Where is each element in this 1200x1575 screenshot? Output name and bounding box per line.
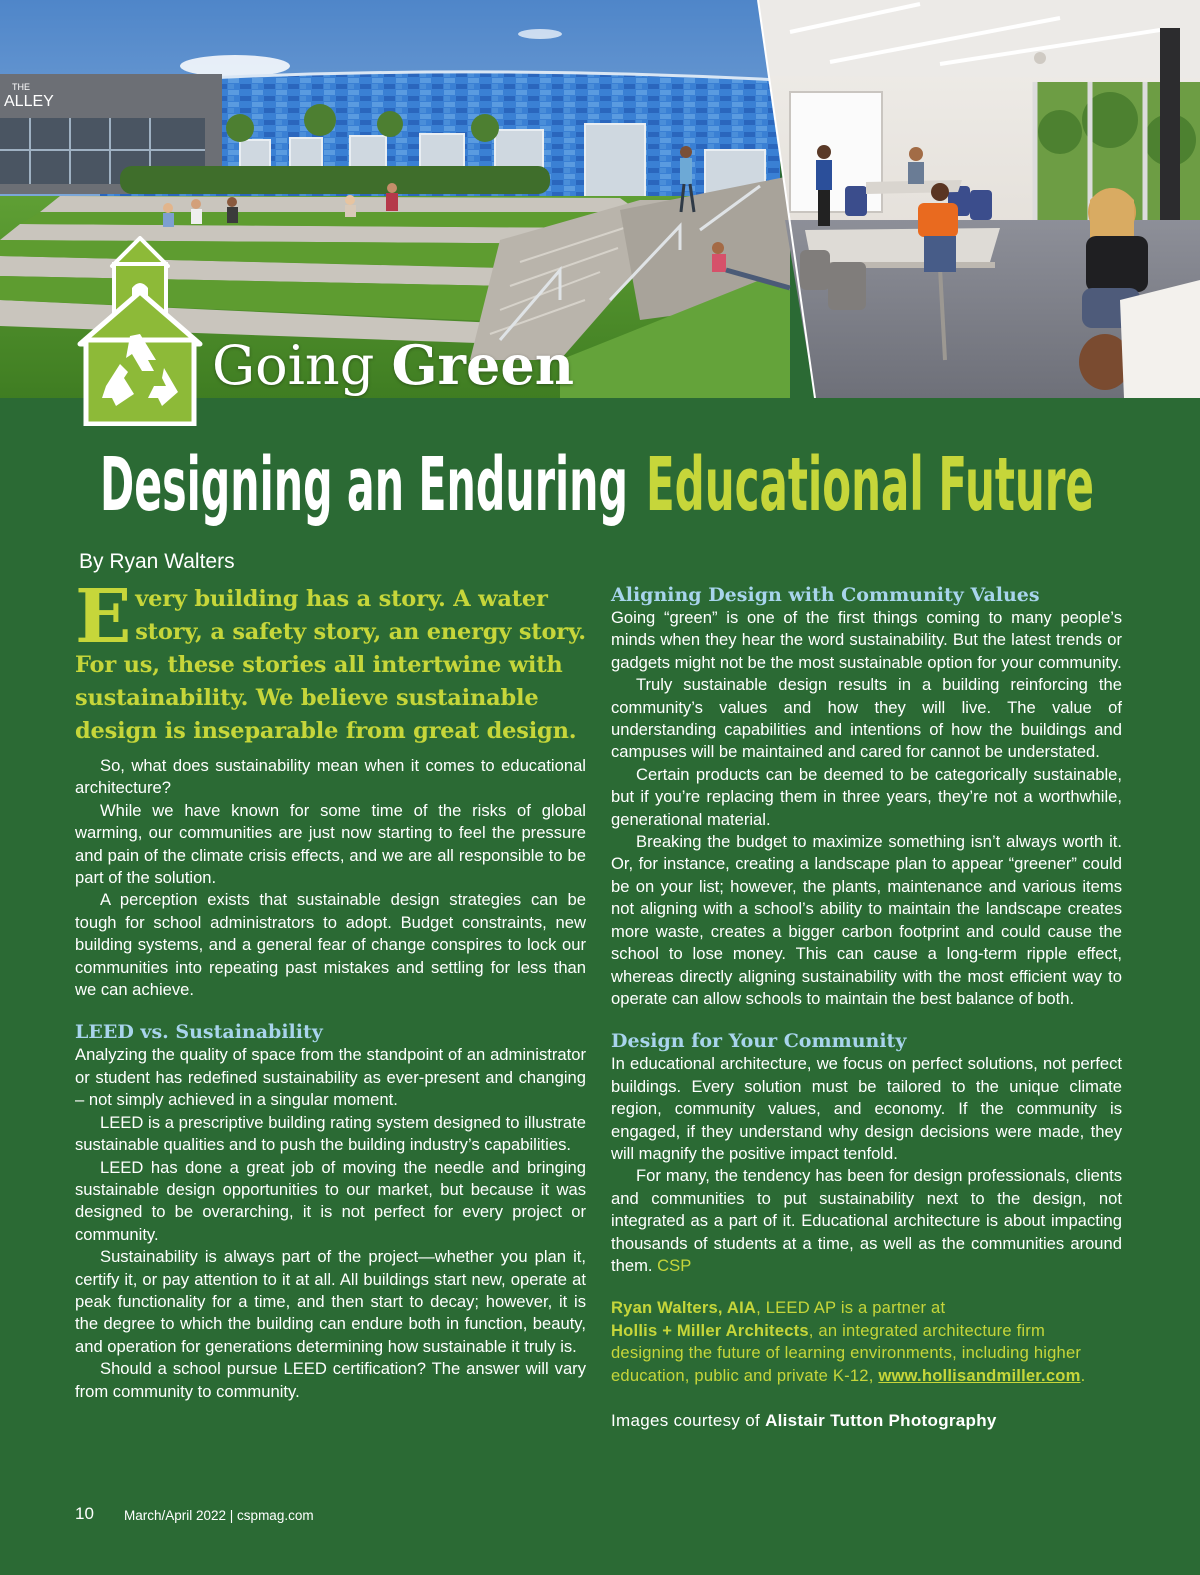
body-paragraph-text: For many, the tendency has been for design professionals, clients and communities to put sustainability next to the design, not integrated as a part of it. Educational architecture is about impacting thousands of students at a time, as well as the communities around them. (611, 1166, 1122, 1275)
photographer-name: Alistair Tutton Photography (765, 1411, 997, 1430)
kicker-word-green: Green (391, 333, 574, 397)
bio-end: . (1080, 1365, 1086, 1385)
page-number: 10 (75, 1504, 94, 1523)
author-credentials: , LEED AP is a partner at (756, 1298, 946, 1318)
body-paragraph: Should a school pursue LEED certification? The answer will vary from community to community. (75, 1359, 586, 1401)
subhead-design-for-community: Design for Your Community (611, 1030, 907, 1053)
body-paragraph: Truly sustainable design results in a building reinforcing the community’s values and how they will live. The value of understanding capabilities and intentions of how the buildings and campuses will be maintained and cared for cannot be understated. (611, 675, 1122, 762)
body-paragraph: A perception exists that sustainable design strategies can be tough for school administrators to adopt. Budget constraints, new building systems, and a general fear of change conspires to lock our communities into repeating past mistakes and settling for less than we can achieve. (75, 890, 586, 1000)
lead-paragraph (75, 574, 586, 748)
section-kicker (212, 333, 574, 397)
sign-line1: THE (12, 82, 30, 92)
subhead-aligning-design: Aligning Design with Community Values (611, 584, 1040, 606)
sign-line2: ALLEY (4, 93, 54, 110)
body-paragraph (611, 1165, 1122, 1277)
body-paragraph: In educational architecture, we focus on perfect solutions, not perfect buildings. Every solution must be tailored to the unique climate region, community values, and economy. If the community is engaged, if they understand why design decisions were made, they will magnify the positive impact tenfold. (611, 1054, 1122, 1163)
classroom-interior-photo (758, 0, 1200, 398)
credit-prefix: Images courtesy of (611, 1411, 761, 1430)
firm-website-link[interactable]: www.hollisandmiller.com (878, 1365, 1081, 1385)
firm-description: , an integrated architecture firm designing the future of learning environments, including higher education, public and private K-12, (611, 1320, 1082, 1385)
body-paragraph: Sustainability is always part of the project—whether you plan it, certify it, or pay attention to it at all. All buildings start new, operate at peak functionality for a time, and then start to decay; however, it is the degree to which the building can endure both in function, beauty, and operation for generations determining how sustainable it truly is. (75, 1247, 586, 1356)
author-name: Ryan Walters, AIA (611, 1298, 757, 1318)
body-paragraph: Breaking the budget to maximize something isn’t always worth it. Or, for instance, creating a landscape plan to appear “greener” could be on your list; however, the plants, maintenance and various items not aligning with a school’s ability to maintain the landscape creates more waste, creates a bigger carbon footprint and could cause the school to lose money. This can cause a long-term ripple effect, whereas directly aligning sustainability with the most efficient way to operate can allow schools to maintain the best balance of both. (611, 832, 1122, 1008)
body-paragraph: Going “green” is one of the first things coming to many people’s minds when they hear the word sustainability. But the latest trends or gadgets might not be the most sustainable option for your community. (611, 608, 1122, 672)
kicker-word-going: Going (212, 334, 375, 397)
issue-line: March/April 2022 | cspmag.com (124, 1508, 314, 1523)
author-firm: Hollis + Miller Architects (611, 1320, 809, 1340)
photo-credit (611, 1411, 1122, 1431)
subhead-leed-vs-sustainability: LEED vs. Sustainability (75, 1021, 323, 1044)
end-mark: CSP (657, 1255, 692, 1275)
body-paragraph: LEED is a prescriptive building rating system designed to illustrate sustainable qualities and to push the building industry’s capabilities. (75, 1112, 586, 1155)
left-column (75, 574, 586, 1403)
headline-part1: Designing an Enduring (100, 442, 628, 528)
byline: By Ryan Walters (79, 550, 235, 573)
body-paragraph: LEED has done a great job of moving the needle and bringing sustainable design opportunities to our market, but because it was designed to be overarching, it is not perfect for every project or community. (75, 1157, 586, 1244)
author-bio (611, 1297, 1122, 1387)
right-column (611, 583, 1122, 1431)
drop-cap: E (75, 574, 132, 660)
body-paragraph: Analyzing the quality of space from the standpoint of an administrator or student has redefined sustainability as ever-present and changing – not simply achieved in a singular moment. (75, 1045, 586, 1110)
lead-text: very building has a story. A water story, a safety story, an energy story. For us, these stories all intertwine with sustainability. We believe sustainable design is inseparable from great design. (75, 586, 586, 744)
headline (100, 442, 1140, 542)
body-paragraph: While we have known for some time of the risks of global warming, our communities are just now starting to feel the pressure and pain of the climate crisis effects, and we are all responsible to be part of the solution. (75, 800, 586, 888)
body-paragraph: So, what does sustainability mean when it comes to educational architecture? (75, 756, 586, 798)
headline-part2: Educational Future (646, 442, 1094, 528)
body-paragraph: Certain products can be deemed to be categorically sustainable, but if you’re replacing them in three years, they’re not a worthwhile, generational material. (611, 764, 1122, 829)
schoolhouse-recycle-icon (76, 236, 204, 426)
